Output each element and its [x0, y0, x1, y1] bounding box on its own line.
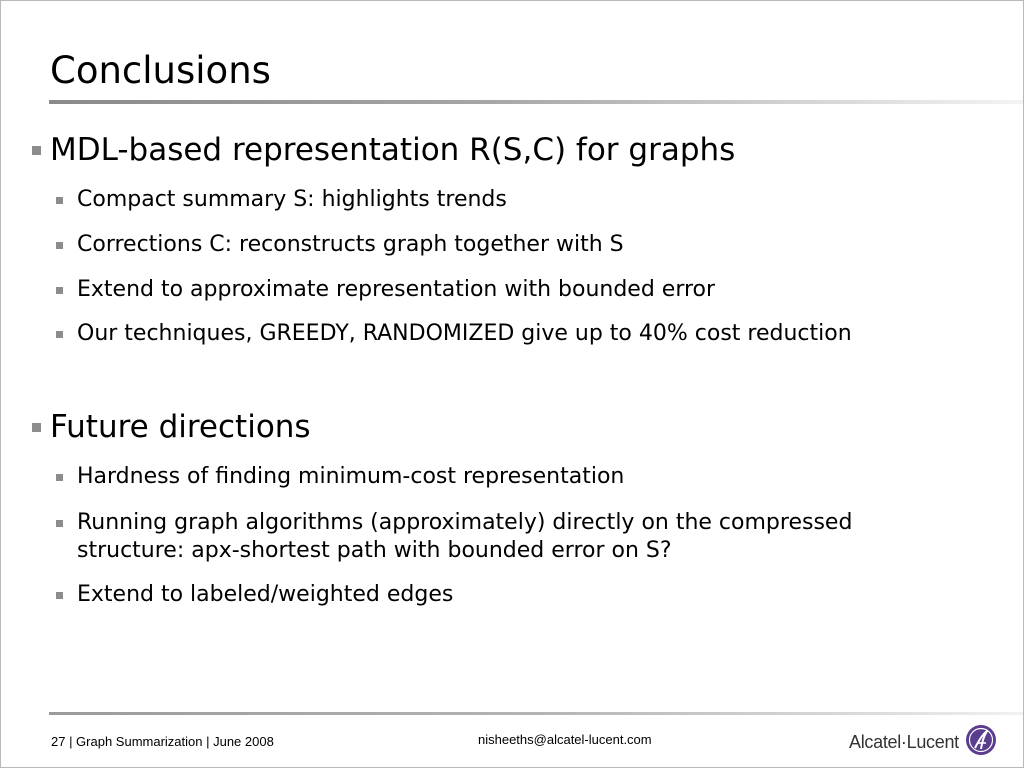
title-divider: [49, 100, 1024, 104]
section-heading-mdl: [50, 132, 735, 168]
bullet-item: [77, 320, 852, 348]
bullet-item: [77, 186, 507, 214]
bullet-text: Running graph algorithms (approximately) directly on the compressed structure: apx-shortest path with bounded error on S?: [77, 510, 853, 563]
square-bullet-icon: [56, 287, 63, 294]
section-heading-future: [50, 409, 311, 445]
bullet-text: Extend to approximate representation with bounded error: [77, 277, 716, 302]
section-heading-text: MDL-based representation R(S,C) for graphs: [50, 132, 736, 168]
bullet-text: Our techniques, GREEDY, RANDOMIZED give up to 40% cost reduction: [77, 321, 852, 346]
square-bullet-icon: [56, 474, 63, 481]
bullet-item: [77, 463, 624, 491]
footer-email: nisheeths@alcatel-lucent.com: [478, 732, 652, 747]
bullet-item: [77, 581, 453, 609]
bullet-text: Compact summary S: highlights trends: [77, 187, 507, 212]
footer-page-info: 27 | Graph Summarization | June 2008: [51, 734, 274, 749]
square-bullet-icon: [56, 331, 63, 338]
bullet-item: [77, 231, 624, 259]
square-bullet-icon: [32, 146, 41, 155]
brand-wordmark: Alcatel·Lucent: [849, 731, 959, 752]
bullet-text: Extend to labeled/weighted edges: [77, 582, 454, 607]
bullet-item: [77, 509, 917, 565]
bullet-text: Hardness of finding minimum-cost representation: [77, 464, 625, 489]
square-bullet-icon: [56, 592, 63, 599]
slide-title: Conclusions: [50, 49, 271, 92]
brand-logo: [849, 725, 997, 759]
footer-divider: [49, 712, 1024, 715]
square-bullet-icon: [56, 242, 63, 249]
bullet-item: [77, 276, 715, 304]
section-heading-text: Future directions: [50, 409, 311, 445]
square-bullet-icon: [56, 197, 63, 204]
bullet-text: Corrections C: reconstructs graph together with S: [77, 232, 624, 257]
square-bullet-icon: [32, 423, 41, 432]
alcatel-lucent-logo-icon: [965, 724, 997, 760]
square-bullet-icon: [56, 520, 63, 527]
